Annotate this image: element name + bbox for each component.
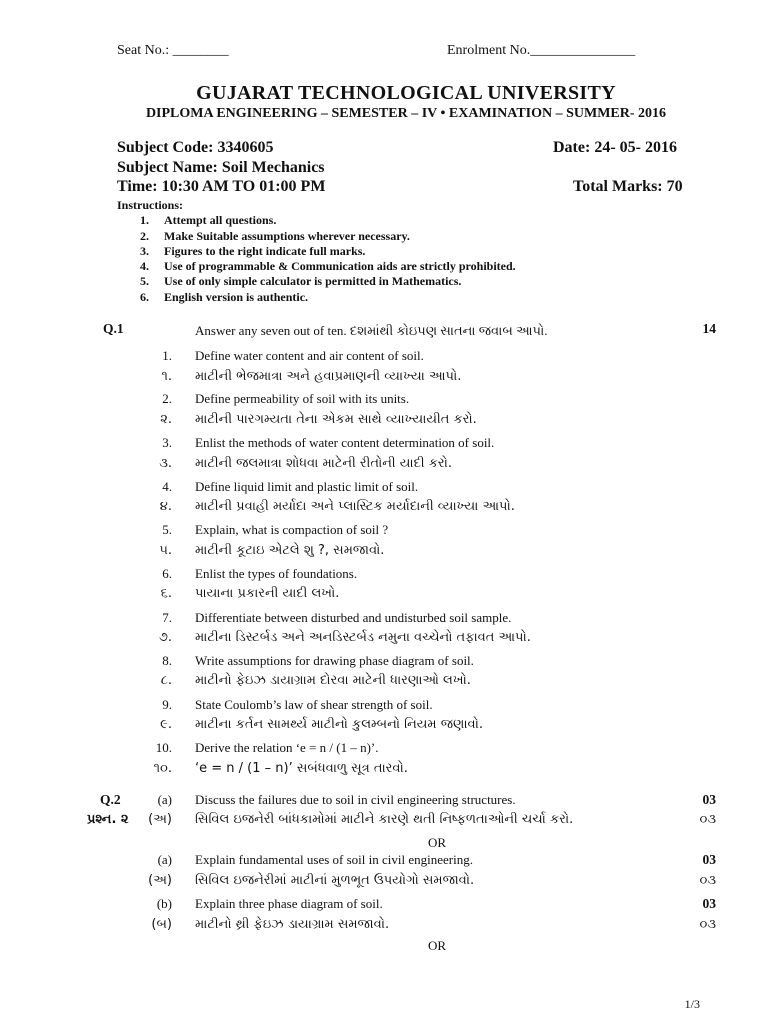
q1-item-number: ૧૦.: [153, 761, 172, 776]
q1-item-number: 3.: [162, 435, 172, 450]
q2-marks: 03: [702, 896, 716, 911]
q2-marks: ૦૩: [699, 917, 716, 932]
q1-item-number: ૭.: [158, 630, 172, 645]
q1-item-text: Define permeability of soil with its units.: [195, 391, 410, 406]
question-1-label: Q.1: [103, 321, 124, 336]
q1-item-number: 8.: [162, 653, 172, 668]
exam-time: Time: 10:30 AM TO 01:00 PM: [117, 178, 326, 195]
q2-question-text: સિવિલ ઇજનેરીમાં માટીનાં મુળભૂત ઉપયોગો સમજાવો.: [195, 873, 475, 888]
q1-item-text: પાયાના પ્રકારની યાદી લખો.: [195, 586, 340, 601]
q2-question-text: Discuss the failures due to soil in civil engineering structures.: [195, 792, 516, 807]
subject-name: Subject Name: Soil Mechanics: [117, 159, 325, 176]
q1-item-number: ૩.: [159, 456, 172, 471]
q1-item-number: 9.: [162, 697, 172, 712]
q1-item-text: Differentiate between disturbed and undisturbed soil sample.: [195, 610, 512, 625]
q2-sub-label: (b): [156, 896, 172, 911]
q1-item-text: માટીની પ્રવાહી મર્યાદા અને પ્લાસ્ટિક મર્યાદાની વ્યાખ્યા આપો.: [195, 499, 515, 514]
q2-question-text: Explain fundamental uses of soil in civil engineering.: [195, 852, 473, 867]
q2-marks: 03: [702, 852, 716, 867]
q1-item-number: 7.: [162, 610, 172, 625]
q1-item-text: માટીના કર્તન સામર્થ્ય માટીનો કુલમ્બનો નિયમ જણાવો.: [195, 717, 484, 732]
q1-item-text: માટીની પારગમ્યતા તેના એકમ સાથે વ્યાખ્યાયીત કરો.: [195, 412, 477, 427]
q1-item-number: 4.: [162, 479, 172, 494]
q1-item-text: માટીની જલમાત્રા શોધવા માટેની રીતોની યાદી કરો.: [195, 456, 453, 471]
q2-sub-label: (અ): [148, 812, 172, 827]
q2-sub-label: (a): [157, 792, 172, 807]
exam-title: DIPLOMA ENGINEERING – SEMESTER – IV • EXAMINATION – SUMMER- 2016: [145, 106, 667, 121]
or-separator: OR: [427, 938, 447, 953]
q2-marks: ૦૩: [699, 873, 716, 888]
q1-item-text: State Coulomb’s law of shear strength of soil.: [195, 697, 433, 712]
q1-item-text: Define liquid limit and plastic limit of soil.: [195, 479, 419, 494]
q1-item-text: માટીના ડિસ્ટર્બડ અને અનડિસ્ટર્બડ નમુના વચ્ચેનો તફાવત આપો.: [195, 630, 531, 645]
q2-sub-label: (અ): [148, 873, 172, 888]
question-2-label-gujarati: પ્રશ્ન. ૨: [87, 812, 129, 827]
q2-sub-label: (a): [157, 852, 172, 867]
q1-item-number: ૫.: [159, 543, 172, 558]
seat-number-field: Seat No.: ________: [117, 43, 229, 58]
q1-item-text: માટીની કૂટાઇ એટલે શુ ?, સમજાવો.: [195, 543, 385, 558]
q2-sub-label: (બ): [151, 917, 172, 932]
instructions-heading: Instructions:: [117, 198, 184, 212]
q1-item-text: Enlist the methods of water content determination of soil.: [195, 435, 495, 450]
question-1-instruction: Answer any seven out of ten. દશમાંથી કોઇપણ સાતના જવાબ આપો.: [195, 323, 548, 338]
q1-item-number: ૧.: [161, 369, 172, 384]
q2-marks: ૦૩: [699, 812, 716, 827]
q2-question-text: સિવિલ ઇજનેરી બાંધકામોમાં માટીને કારણે થતી નિષ્ફળતાઓની ચર્ચા કરો.: [195, 812, 574, 827]
q1-item-text: માટીનો ફેઇઝ ડાયાગ્રામ દોરવા માટેની ધારણાઓ લખો.: [195, 673, 471, 688]
instruction-item: 5. Use of only simple calculator is permitted in Mathematics.: [140, 274, 462, 288]
q1-item-number: 1.: [162, 348, 172, 363]
q1-item-number: ૪.: [159, 499, 172, 514]
q1-item-number: 5.: [162, 522, 172, 537]
q2-question-text: Explain three phase diagram of soil.: [195, 896, 383, 911]
enrolment-number-field: Enrolment No._______________: [447, 43, 636, 58]
q1-item-text: Enlist the types of foundations.: [195, 566, 358, 581]
q1-item-text: માટીની ભેજમાત્રા અને હવાપ્રમાણની વ્યાખ્યા આપો.: [195, 369, 462, 384]
q1-item-text: Derive the relation ‘e = n / (1 – n)’.: [195, 740, 379, 755]
q1-item-text: Define water content and air content of soil.: [195, 348, 424, 363]
q2-question-text: માટીનો થ્રી ફેઇઝ ડાયાગ્રામ સમજાવો.: [195, 917, 390, 932]
q1-item-text: Explain, what is compaction of soil ?: [195, 522, 389, 537]
q1-item-number: 10.: [155, 740, 172, 755]
question-2-label: Q.2: [100, 792, 121, 807]
or-separator: OR: [427, 835, 447, 850]
q1-item-number: ૯.: [160, 717, 172, 732]
q1-item-text: Write assumptions for drawing phase diagram of soil.: [195, 653, 474, 668]
total-marks: Total Marks: 70: [573, 178, 683, 195]
q1-item-number: ૮.: [160, 673, 172, 688]
exam-date: Date: 24- 05- 2016: [553, 139, 677, 156]
instruction-item: 6. English version is authentic.: [140, 290, 309, 304]
university-title: GUJARAT TECHNOLOGICAL UNIVERSITY: [196, 82, 616, 104]
instruction-item: 4. Use of programmable & Communication aids are strictly prohibited.: [140, 259, 516, 273]
q1-item-number: 6.: [162, 566, 172, 581]
subject-code: Subject Code: 3340605: [117, 139, 274, 156]
q1-item-number: 2.: [162, 391, 172, 406]
instruction-item: 2. Make Suitable assumptions wherever necessary.: [140, 229, 410, 243]
page-number: 1/3: [684, 997, 700, 1011]
q2-marks: 03: [702, 792, 716, 807]
question-1-marks: 14: [702, 321, 716, 336]
q1-item-number: ૨.: [160, 412, 172, 427]
instruction-item: 1. Attempt all questions.: [140, 213, 277, 227]
instruction-item: 3. Figures to the right indicate full marks.: [140, 244, 366, 258]
q1-item-number: ૬.: [160, 586, 172, 601]
q1-item-text: ‘e = n / (1 – n)’ સબંધવાળુ સૂત્ર તારવો.: [195, 761, 408, 776]
